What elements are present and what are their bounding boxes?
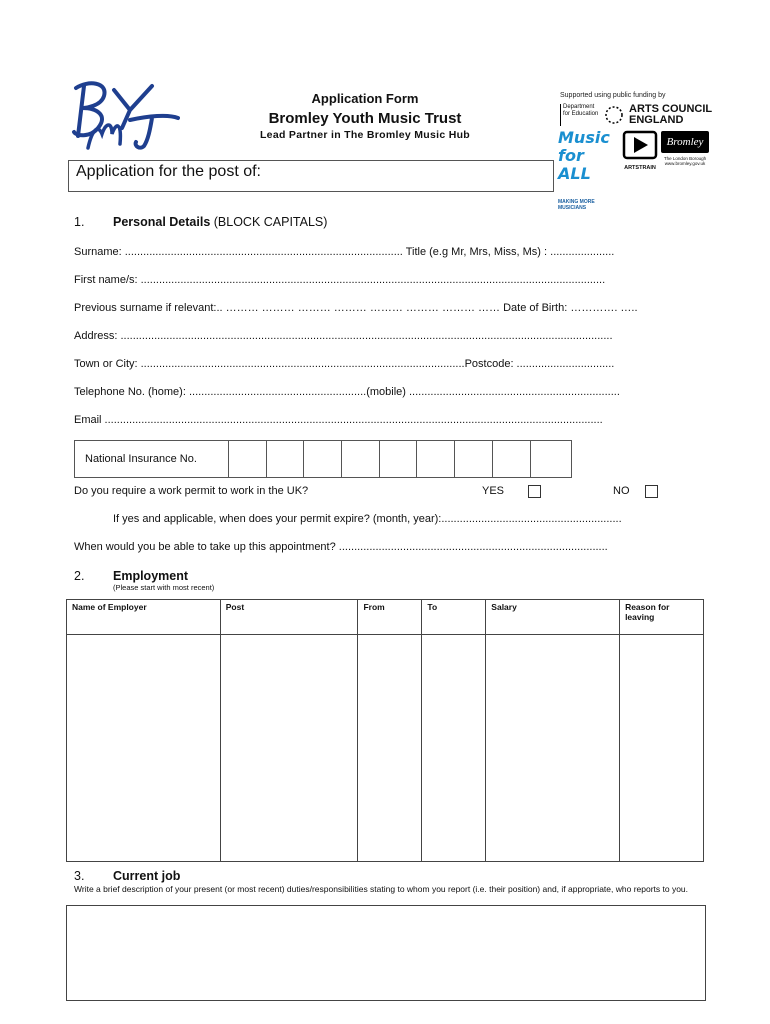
salary-cell[interactable] [486, 635, 620, 862]
form-title: Application Form [311, 91, 419, 106]
yes-checkbox[interactable] [528, 485, 541, 498]
section2-note: (Please start with most recent) [113, 583, 215, 592]
ace-text-1: ARTS COUNCIL [629, 103, 713, 115]
no-label: NO [613, 485, 630, 497]
bymt-logo [68, 78, 180, 150]
ni-label: National Insurance No. [75, 441, 229, 477]
ni-cell[interactable] [531, 441, 569, 477]
header-subtitle: Lead Partner in The Bromley Music Hub [259, 129, 471, 141]
ace-text-2: ENGLAND [629, 114, 684, 126]
ace-emblem-icon [603, 104, 625, 126]
ni-cell[interactable] [342, 441, 380, 477]
first-names-field[interactable]: First name/s: ........................................................................................................................................................ [74, 274, 606, 286]
section3-number: 3. [74, 869, 85, 883]
col-header: Reason for leaving [620, 600, 704, 635]
section3-instruction: Write a brief description of your present (or most recent) duties/responsibilities stating to whom you report (i.e. their position) and, if appropriate, who reports to you. [74, 884, 689, 894]
funding-text: Supported using public funding by [560, 92, 666, 99]
reason-cell[interactable] [620, 635, 704, 862]
ni-cell[interactable] [304, 441, 342, 477]
mfa-sub: MAKING MORE MUSICIANS [558, 199, 595, 211]
ni-cell[interactable] [267, 441, 305, 477]
ni-number-box [74, 440, 572, 478]
permit-expire-field[interactable]: If yes and applicable, when does your permit expire? (month, year):........................................................... [113, 513, 622, 525]
email-field[interactable]: Email ................................................................................................................................................................... [74, 414, 603, 426]
bromley-sub: The London Borough www.bromley.gov.uk [663, 156, 707, 166]
section1-title-suffix: (BLOCK CAPITALS) [213, 215, 328, 229]
table-row [67, 635, 704, 862]
yes-label: YES [482, 485, 505, 497]
col-header: Post [220, 600, 358, 635]
section2-title: Employment [113, 569, 189, 583]
ni-cell[interactable] [455, 441, 493, 477]
employment-table [66, 599, 704, 862]
col-header: Name of Employer [67, 600, 221, 635]
from-cell[interactable] [358, 635, 422, 862]
ni-cell[interactable] [417, 441, 455, 477]
ni-cell[interactable] [493, 441, 531, 477]
dfe-logo [560, 104, 601, 126]
take-up-field[interactable]: When would you be able to take up this appointment? ........................................................................................ [74, 541, 608, 553]
no-checkbox[interactable] [645, 485, 658, 498]
post-label: Application for the post of: [76, 163, 261, 180]
to-cell[interactable] [422, 635, 486, 862]
col-header: From [358, 600, 422, 635]
section1-title: Personal Details [113, 215, 211, 229]
ni-cell[interactable] [380, 441, 418, 477]
bromley-text: Bromley [661, 131, 709, 153]
previous-surname-field[interactable]: Previous surname if relevant:.. ……… ……… ……… ……… ……… ……… ……… …… Date of Birth: …………. ….. [74, 302, 638, 314]
table-header-row [67, 600, 704, 635]
section1-heading [113, 215, 327, 229]
section3-title: Current job [113, 869, 181, 883]
col-header: To [422, 600, 486, 635]
surname-field[interactable]: Surname: ........................................................................................... Title (e.g Mr, Mrs, Miss, Ms) : ..................... [74, 246, 615, 258]
work-permit-question: Do you require a work permit to work in the UK? [74, 485, 309, 497]
play-icon [622, 130, 658, 160]
music-for-all-logo [558, 128, 620, 211]
bromley-logo [661, 131, 709, 169]
address-field[interactable]: Address: ................................................................................................................................................................. [74, 330, 613, 342]
ace-logo [629, 104, 712, 126]
org-name: Bromley Youth Music Trust [268, 110, 462, 127]
section1-number: 1. [74, 215, 85, 229]
col-header: Salary [486, 600, 620, 635]
current-job-box[interactable] [66, 905, 706, 1001]
employer-cell[interactable] [67, 635, 221, 862]
town-postcode-field[interactable]: Town or City: ..........................................................................................................Postcode: ................................ [74, 358, 615, 370]
artstrain-text: ARTSTRAIN [624, 165, 656, 171]
mfa-text: Music for ALL [558, 128, 610, 183]
artstrain-logo [622, 130, 658, 170]
dfe-text: Department for Education [563, 104, 599, 117]
telephone-field[interactable]: Telephone No. (home): ..........................................................(mobile) ..................................................................... [74, 386, 620, 398]
ni-cell[interactable] [229, 441, 267, 477]
section2-number: 2. [74, 569, 85, 583]
post-cell[interactable] [220, 635, 358, 862]
